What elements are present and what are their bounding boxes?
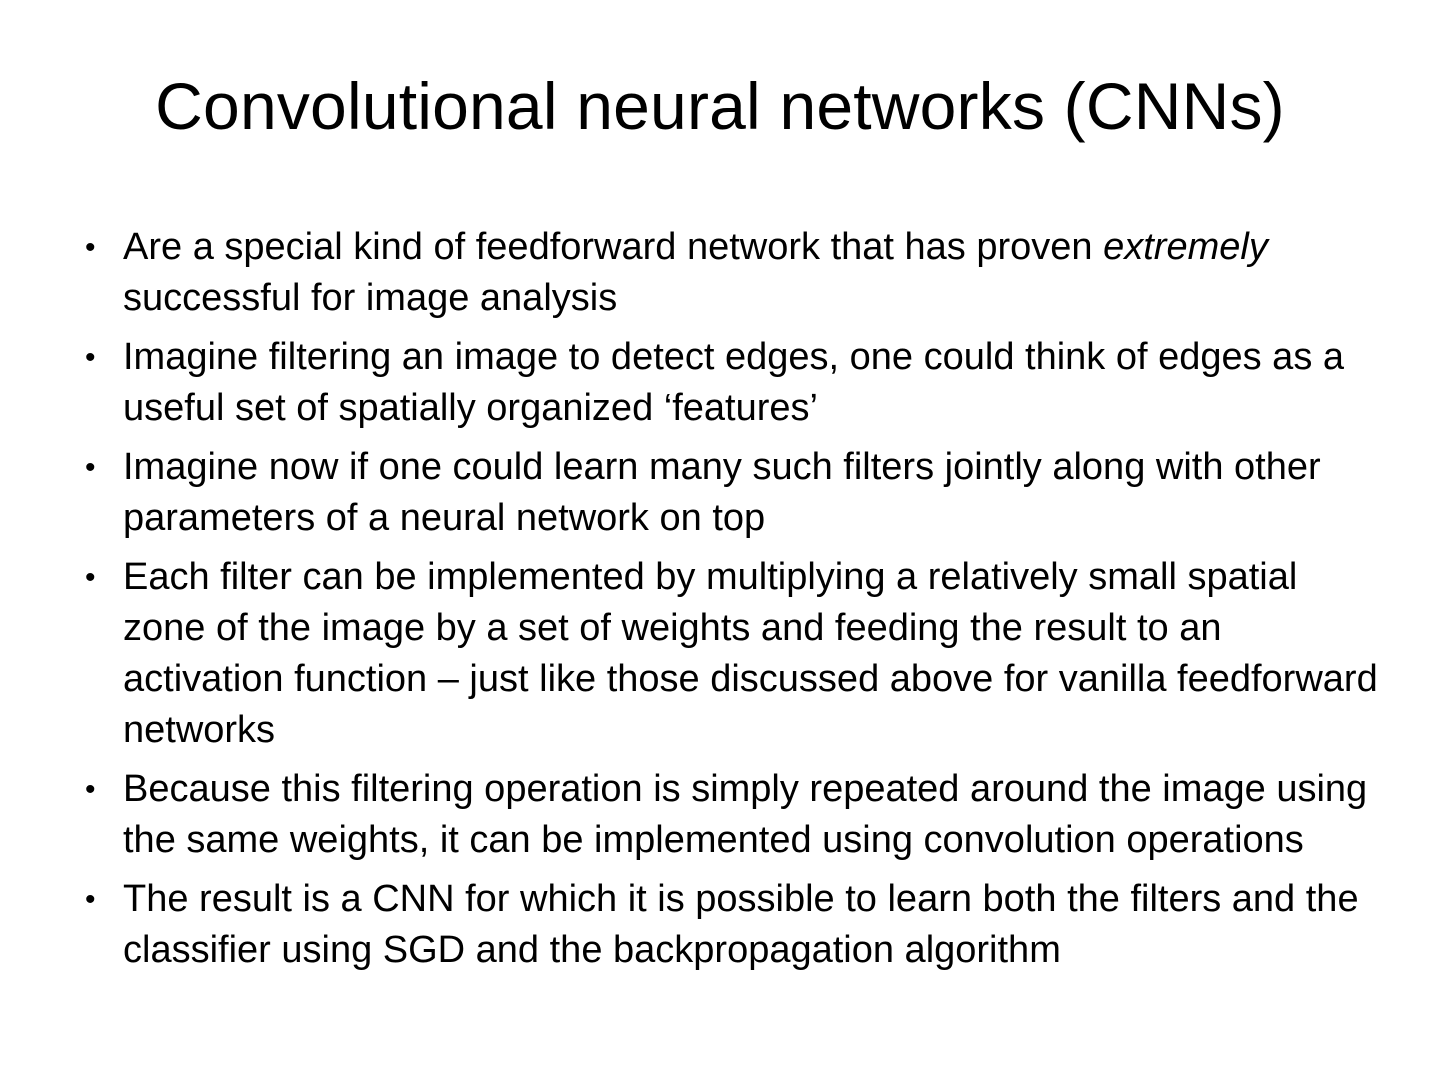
- bullet-text: Imagine now if one could learn many such filters jointly along with other parameters of a neural network on top: [123, 446, 1321, 539]
- bullet-icon: •: [85, 451, 96, 484]
- bullet-item: [82, 332, 1382, 434]
- bullet-item: [82, 874, 1382, 976]
- bullet-icon: •: [85, 341, 96, 374]
- bullet-icon: •: [85, 773, 96, 806]
- bullet-text: [123, 226, 1268, 319]
- bullet-item: [82, 764, 1382, 866]
- bullet-item: [82, 222, 1382, 324]
- bullet-icon: •: [85, 231, 96, 264]
- slide-title: Convolutional neural networks (CNNs): [155, 69, 1285, 143]
- bullet-icon: •: [85, 883, 96, 916]
- bullet-icon: •: [85, 561, 96, 594]
- bullet-text-lead: Are a special kind of feedforward network that has proven: [123, 226, 1104, 268]
- bullet-text: Because this filtering operation is simply repeated around the image using the same weights, it can be implemented using convolution operations: [123, 768, 1368, 861]
- bullet-text-tail: successful for image analysis: [123, 277, 618, 319]
- bullet-text: Imagine filtering an image to detect edges, one could think of edges as a useful set of spatially organized ‘features’: [123, 336, 1345, 429]
- bullet-text: Each filter can be implemented by multiplying a relatively small spatial zone of the image by a set of weights and feeding the result to an activation function – just like those discussed above for vanilla feedforward networks: [123, 556, 1378, 751]
- bullet-list: [82, 222, 1382, 984]
- bullet-item: [82, 552, 1382, 756]
- bullet-item: [82, 442, 1382, 544]
- bullet-text-emphasis: extremely: [1103, 226, 1268, 268]
- bullet-text: The result is a CNN for which it is possible to learn both the filters and the classifier using SGD and the backpropagation algorithm: [123, 878, 1359, 971]
